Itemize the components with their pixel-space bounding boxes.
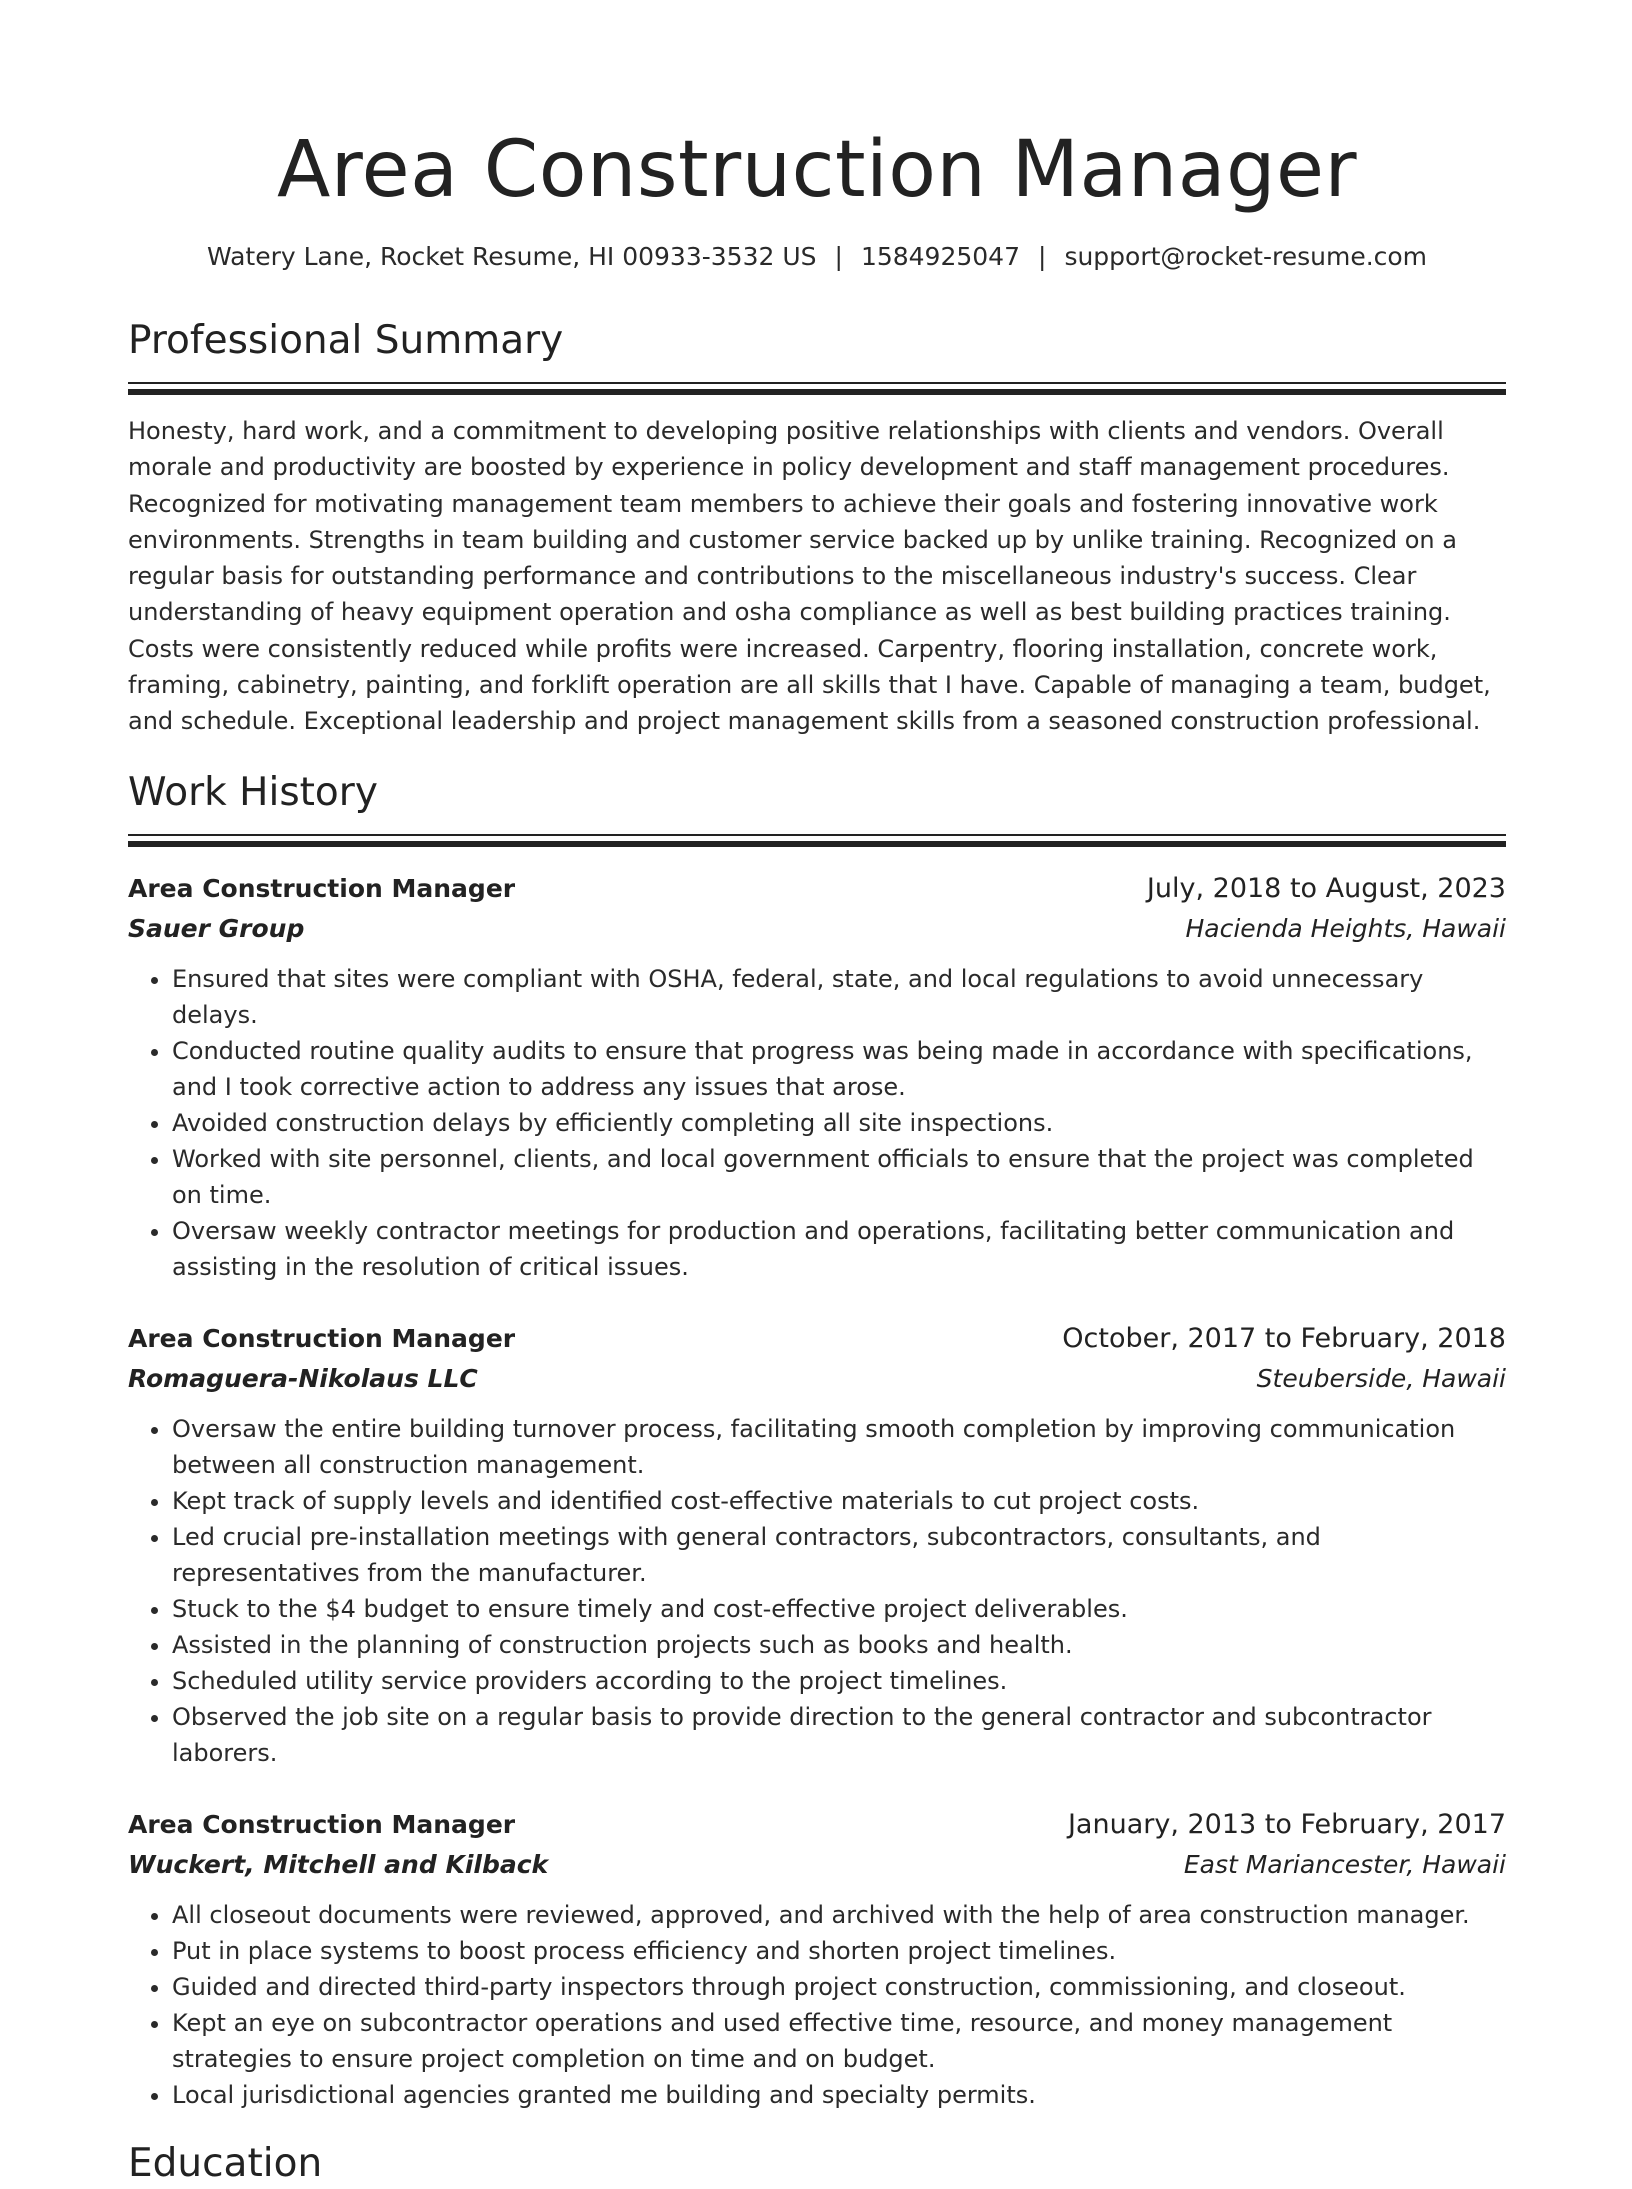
job-entry: [128, 1319, 1506, 1771]
job-dates: January, 2013 to February, 2017: [1067, 1808, 1506, 1840]
job-bullet: • Local jurisdictional agencies granted me building and specialty permits.: [172, 2077, 1506, 2113]
contact-separator: |: [1038, 242, 1047, 271]
job-title: Area Construction Manager: [128, 873, 516, 903]
job-bullet: • Assisted in the planning of construction projects such as books and health.: [172, 1627, 1506, 1663]
job-title: Area Construction Manager: [128, 1809, 516, 1839]
section-divider: [128, 382, 1506, 395]
job-bullet: • Conducted routine quality audits to ensure that progress was being made in accordance with specifications, and I took corrective action to address any issues that arose.: [172, 1033, 1506, 1105]
section-divider: [128, 834, 1506, 847]
job-bullet: • Oversaw weekly contractor meetings for production and operations, facilitating better communication and assisting in the resolution of critical issues.: [172, 1213, 1506, 1285]
contact-separator: |: [834, 242, 843, 271]
job-entry: [128, 869, 1506, 1285]
job-company-row: [128, 1845, 1506, 1885]
job-bullet: • Led crucial pre-installation meetings with general contractors, subcontractors, consultants, and representatives from the manufacturer.: [172, 1519, 1506, 1591]
job-dates: July, 2018 to August, 2023: [1146, 872, 1506, 904]
summary-text: Honesty, hard work, and a commitment to developing positive relationships with clients and vendors. Overall morale and productivity are boosted by experience in policy development and staff management procedures. Recognized for motivating management team members to achieve their goals and fostering innovative work environments. Strengths in team building and customer service backed up by unlike training. Recognized on a regular basis for outstanding performance and contributions to the miscellaneous industry's success. Clear understanding of heavy equipment operation and osha compliance as well as best building practices training. Costs were consistently reduced while profits were increased. Carpentry, flooring installation, concrete work, framing, cabinetry, painting, and forklift operation are all skills that I have. Capable of managing a team, budget, and schedule. Exceptional leadership and project management skills from a seasoned construction professional.: [128, 417, 1491, 736]
job-bullet: • Guided and directed third-party inspectors through project construction, commissioning, and closeout.: [172, 1969, 1506, 2005]
job-header-row: [128, 869, 1506, 909]
contact-address: Watery Lane, Rocket Resume, HI 00933-3532 US: [206, 242, 817, 271]
job-bullet: • Stuck to the $4 budget to ensure timely and cost-effective project deliverables.: [172, 1591, 1506, 1627]
job-location: Hacienda Heights, Hawaii: [1185, 913, 1506, 943]
job-company: Sauer Group: [128, 913, 305, 943]
job-bullets: [128, 1411, 1506, 1771]
section-title-education: Education: [128, 2140, 323, 2186]
job-bullet: • Worked with site personnel, clients, and local government officials to ensure that the project was completed on time.: [172, 1141, 1506, 1213]
section-title-work-history: Work History: [128, 769, 378, 815]
job-entry: [128, 1805, 1506, 2113]
job-location: Steuberside, Hawaii: [1256, 1363, 1506, 1393]
education-section: [128, 2139, 1506, 2189]
job-bullet: • Avoided construction delays by efficiently completing all site inspections.: [172, 1105, 1506, 1141]
job-bullet: • Ensured that sites were compliant with OSHA, federal, state, and local regulations to avoid unnecessary delays.: [172, 961, 1506, 1033]
contact-line: [128, 240, 1506, 274]
job-bullet: • Kept an eye on subcontractor operations and used effective time, resource, and money management strategies to ensure project completion on time and on budget.: [172, 2005, 1506, 2077]
job-bullet: • Scheduled utility service providers according to the project timelines.: [172, 1663, 1506, 1699]
job-title: Area Construction Manager: [128, 1323, 516, 1353]
job-location: East Mariancester, Hawaii: [1183, 1849, 1506, 1879]
job-header-row: [128, 1319, 1506, 1359]
job-bullet: • Oversaw the entire building turnover process, facilitating smooth completion by improving communication between all construction management.: [172, 1411, 1506, 1483]
job-company: Wuckert, Mitchell and Kilback: [128, 1849, 549, 1879]
contact-email: support@rocket-resume.com: [1064, 242, 1428, 271]
section-title-summary: Professional Summary: [128, 318, 564, 363]
job-bullet: • Observed the job site on a regular basis to provide direction to the general contractor and subcontractor laborers.: [172, 1699, 1506, 1771]
job-bullets: [128, 961, 1506, 1285]
job-company-row: [128, 1359, 1506, 1399]
contact-phone: 1584925047: [860, 242, 1020, 271]
resume-page: [128, 0, 1506, 2189]
job-header-row: [128, 1805, 1506, 1845]
job-bullet: • Put in place systems to boost process efficiency and shorten project timelines.: [172, 1933, 1506, 1969]
professional-summary-section: [128, 316, 1506, 740]
job-company-row: [128, 909, 1506, 949]
job-bullet: • All closeout documents were reviewed, approved, and archived with the help of area construction manager.: [172, 1897, 1506, 1933]
job-bullets: [128, 1897, 1506, 2113]
job-company: Romaguera-Nikolaus LLC: [128, 1363, 478, 1393]
work-history-section: [128, 768, 1506, 2113]
resume-name: Area Construction Manager: [276, 125, 1358, 215]
job-bullet: • Kept track of supply levels and identified cost-effective materials to cut project costs.: [172, 1483, 1506, 1519]
job-dates: October, 2017 to February, 2018: [1062, 1322, 1506, 1354]
